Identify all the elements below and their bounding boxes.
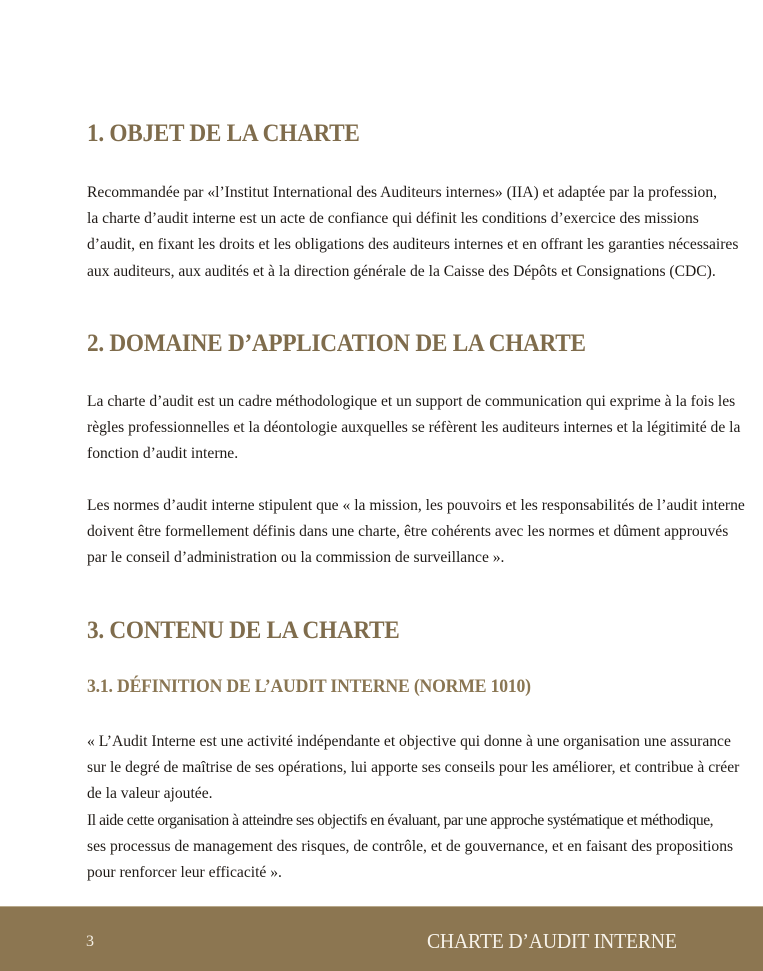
paragraph-line: sur le degré de maîtrise de ses opérations, lui apporte ses conseils pour les améliorer, et contribue à créer [87,759,740,777]
paragraph-line: règles professionnelles et la déontologie auxquelles se réfèrent les auditeurs internes et la légitimité de la [87,419,741,437]
section-2-paragraph-1 [87,389,741,468]
paragraph-line: doivent être formellement définis dans une charte, être cohérents avec les normes et dûment approuvés [87,523,729,541]
section-2-heading: 2. DOMAINE D’APPLICATION DE LA CHARTE [87,330,586,357]
paragraph-line: Recommandée par «l’Institut International des Auditeurs internes» (IIA) et adaptée par la profession, [87,184,718,201]
section-1-paragraph [87,180,739,285]
paragraph-line: La charte d’audit est un cadre méthodologique et un support de communication qui exprime à la fois les [87,393,736,410]
paragraph-line: par le conseil d’administration ou la commission de surveillance ». [87,549,505,567]
paragraph-line: ses processus de management des risques, de contrôle, et de gouvernance, et en faisant des propositions [87,837,734,855]
section-1-heading: 1. OBJET DE LA CHARTE [87,120,360,147]
paragraph-line: « L’Audit Interne est une activité indépendante et objective qui donne à une organisation une assurance [87,733,731,750]
page-footer [0,906,763,971]
paragraph-line: Il aide cette organisation à atteindre ses objectifs en évaluant, par une approche systématique et méthodique, [87,811,714,829]
paragraph-line: fonction d’audit interne. [87,445,239,463]
subsection-3-1-heading: 3.1. DÉFINITION DE L’AUDIT INTERNE (NORME 1010) [87,676,531,697]
paragraph-line: d’audit, en fixant les droits et les obligations des auditeurs internes et en offrant les garanties nécessaires [87,236,739,254]
section-2-paragraph-2 [87,493,745,572]
page-number: 3 [86,933,94,950]
subsection-3-1-paragraph [87,729,740,886]
paragraph-line: pour renforcer leur efficacité ». [87,864,282,882]
paragraph-line: Les normes d’audit interne stipulent que « la mission, les pouvoirs et les responsabilités de l’audit interne [87,497,745,514]
paragraph-line: de la valeur ajoutée. [87,785,213,803]
section-3-heading: 3. CONTENU DE LA CHARTE [87,617,400,644]
paragraph-line: la charte d’audit interne est un acte de confiance qui définit les conditions d’exercice des missions [87,210,699,228]
paragraph-line: aux auditeurs, aux audités et à la direction générale de la Caisse des Dépôts et Consignations (CDC). [87,262,716,280]
footer-document-title: CHARTE D’AUDIT INTERNE [427,929,677,953]
